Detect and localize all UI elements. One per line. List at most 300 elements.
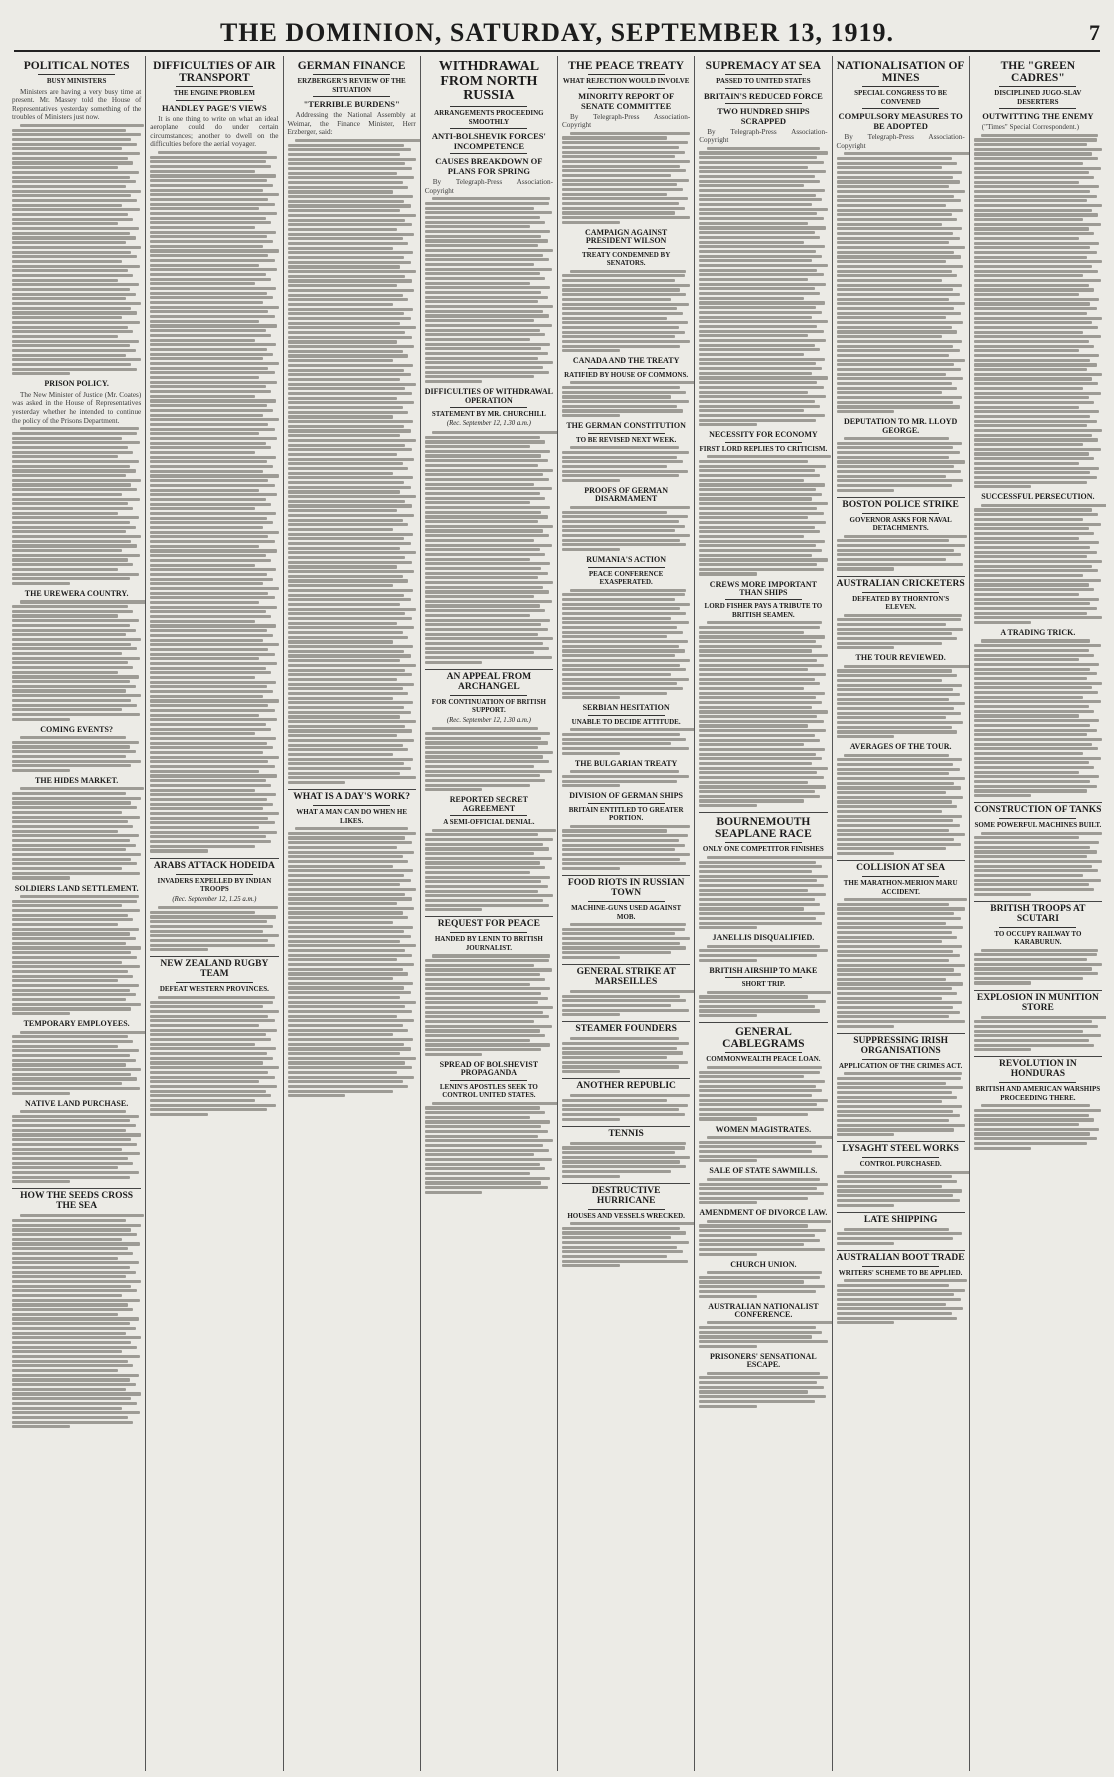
text-line xyxy=(699,226,826,229)
text-line xyxy=(425,329,540,332)
text-line xyxy=(12,918,133,921)
text-line xyxy=(12,349,136,352)
text-line xyxy=(150,849,208,852)
text-line xyxy=(288,214,416,217)
text-line xyxy=(837,288,954,291)
text-line xyxy=(562,780,677,783)
text-line xyxy=(699,189,825,192)
text-line xyxy=(288,664,416,667)
text-line xyxy=(288,1010,412,1013)
text-line xyxy=(562,617,671,620)
article-lead-text: It is one thing to write on what an ideal aeroplane could do under certain circumstances; another to dwell on the difficulties before the aerial voyager. xyxy=(150,114,279,149)
text-line xyxy=(837,852,895,855)
article-subheading: DEFEATED BY THORNTON'S ELEVEN. xyxy=(852,594,950,611)
article-subheading: CONTROL PURCHASED. xyxy=(859,1160,942,1169)
article-divider xyxy=(562,875,690,876)
text-line xyxy=(425,737,542,740)
text-line xyxy=(288,940,401,943)
text-line xyxy=(837,442,963,445)
article-body xyxy=(425,829,553,912)
text-line xyxy=(288,247,393,250)
text-line xyxy=(12,316,122,319)
article-divider xyxy=(837,497,965,498)
article-heading: HOW THE SEEDS CROSS THE SEA xyxy=(20,1191,134,1212)
heading-rule xyxy=(862,86,939,87)
text-line xyxy=(837,190,965,193)
text-line xyxy=(12,185,126,188)
text-line xyxy=(150,184,273,187)
text-line xyxy=(288,1085,409,1088)
text-line xyxy=(837,1100,942,1103)
text-line xyxy=(837,345,954,348)
text-line xyxy=(288,1043,405,1046)
text-line xyxy=(837,241,950,244)
article-body xyxy=(562,1142,690,1178)
text-line xyxy=(974,958,1087,961)
text-line xyxy=(12,129,126,132)
text-line xyxy=(425,590,549,593)
text-line xyxy=(837,940,942,943)
text-line xyxy=(425,497,546,500)
text-line xyxy=(837,931,952,934)
article-heading: THE BULGARIAN TREATY xyxy=(574,758,678,768)
text-line xyxy=(288,565,397,568)
text-line xyxy=(425,1144,543,1147)
text-line xyxy=(562,621,689,624)
text-line xyxy=(150,756,278,759)
text-line xyxy=(150,203,274,206)
article-body xyxy=(837,1072,965,1136)
text-line xyxy=(974,340,1089,343)
text-line xyxy=(288,841,412,844)
article-body xyxy=(562,589,690,700)
text-line xyxy=(837,829,950,832)
text-line xyxy=(974,602,1091,605)
text-line xyxy=(837,791,946,794)
text-line xyxy=(707,1372,820,1375)
text-line xyxy=(425,296,548,299)
text-line xyxy=(562,635,667,638)
text-line xyxy=(562,479,620,482)
text-line xyxy=(288,860,409,863)
text-line xyxy=(699,696,816,699)
text-line xyxy=(12,979,118,982)
column-1 xyxy=(8,56,145,1771)
text-line xyxy=(12,297,126,300)
text-line xyxy=(425,1025,552,1028)
article-subheading: OUTWITTING THE ENEMY xyxy=(982,111,1094,122)
text-line xyxy=(425,558,530,561)
text-line xyxy=(12,1336,141,1339)
text-line xyxy=(974,855,1087,858)
text-line xyxy=(974,476,1097,479)
article-lead-text: By Telegraph-Press Association-Copyright xyxy=(424,178,553,195)
text-line xyxy=(12,554,140,557)
text-line xyxy=(12,1285,131,1288)
text-line xyxy=(150,835,265,838)
heading-rule xyxy=(999,927,1076,928)
text-line xyxy=(12,1152,140,1155)
text-line xyxy=(288,654,411,657)
text-line xyxy=(288,977,393,980)
article-subheading: RATIFIED BY HOUSE OF COMMONS. xyxy=(564,370,689,379)
text-line xyxy=(837,782,955,785)
text-line xyxy=(150,1076,274,1079)
article-divider xyxy=(425,669,553,670)
text-line xyxy=(12,283,139,286)
text-line xyxy=(974,729,1097,732)
text-line xyxy=(570,825,691,828)
text-line xyxy=(12,372,70,375)
text-line xyxy=(562,534,690,537)
text-line xyxy=(288,176,415,179)
article xyxy=(699,1353,827,1408)
text-line xyxy=(425,211,552,214)
text-line xyxy=(837,1194,954,1197)
article-body xyxy=(12,1031,141,1095)
text-line xyxy=(570,1222,695,1225)
text-line xyxy=(425,1181,542,1184)
text-line xyxy=(699,870,812,873)
text-line xyxy=(12,704,137,707)
text-line xyxy=(699,649,812,652)
text-line xyxy=(150,596,274,599)
text-line xyxy=(288,453,397,456)
text-line xyxy=(150,742,267,745)
text-line xyxy=(837,1077,961,1080)
text-line xyxy=(425,788,483,791)
text-line xyxy=(150,376,259,379)
text-line xyxy=(699,301,825,304)
text-line xyxy=(288,242,409,245)
text-line xyxy=(837,618,961,621)
text-line xyxy=(837,815,963,818)
text-line xyxy=(974,841,1100,844)
text-line xyxy=(12,1238,122,1241)
text-line xyxy=(837,1175,952,1178)
text-line xyxy=(150,170,255,173)
text-line xyxy=(562,525,685,528)
text-line xyxy=(837,950,954,953)
text-line xyxy=(837,368,961,371)
text-line xyxy=(844,437,949,440)
column-2 xyxy=(145,56,282,1771)
text-line xyxy=(974,1142,1087,1145)
text-line xyxy=(837,377,964,380)
text-line xyxy=(288,448,412,451)
text-line xyxy=(562,183,677,186)
text-line xyxy=(150,568,276,571)
text-line xyxy=(699,516,808,519)
article-body xyxy=(12,736,141,772)
text-line xyxy=(425,899,543,902)
text-line xyxy=(12,993,136,996)
text-line xyxy=(150,620,255,623)
text-line xyxy=(12,512,118,515)
article xyxy=(699,934,827,962)
text-line xyxy=(562,474,679,477)
text-line xyxy=(699,1335,812,1338)
text-line xyxy=(699,367,822,370)
text-line xyxy=(425,997,548,1000)
text-line xyxy=(288,949,406,952)
article-subheading: ANTI-BOLSHEVIK FORCES' INCOMPETENCE xyxy=(431,131,546,152)
text-line xyxy=(699,502,827,505)
text-line xyxy=(699,926,757,929)
text-line xyxy=(150,723,265,726)
text-line xyxy=(150,751,263,754)
text-line xyxy=(974,190,1091,193)
article-divider xyxy=(974,901,1102,902)
text-line xyxy=(837,674,958,677)
text-line xyxy=(288,1057,416,1060)
text-line xyxy=(837,903,950,906)
article-body xyxy=(562,1222,690,1267)
text-line xyxy=(288,406,403,409)
text-line xyxy=(562,696,620,699)
masthead xyxy=(14,6,1100,52)
article-heading: WHAT IS A DAY'S WORK? xyxy=(293,792,411,803)
text-line xyxy=(150,774,277,777)
text-line xyxy=(150,526,263,529)
text-line xyxy=(837,707,955,710)
text-line xyxy=(974,644,1101,647)
text-line xyxy=(12,516,139,519)
text-line xyxy=(562,405,677,408)
text-line xyxy=(699,362,816,365)
text-line xyxy=(288,996,401,999)
text-line xyxy=(562,626,677,629)
text-line xyxy=(150,559,271,562)
article-body xyxy=(699,856,827,929)
article-subheading: CAUSES BREAKDOWN OF PLANS FOR SPRING xyxy=(435,156,543,177)
text-line xyxy=(150,437,277,440)
text-line xyxy=(699,1234,814,1237)
text-line xyxy=(12,661,128,664)
text-line xyxy=(981,504,1106,507)
text-line xyxy=(974,284,1089,287)
article xyxy=(837,497,965,571)
text-line xyxy=(288,298,409,301)
text-line xyxy=(12,521,130,524)
text-line xyxy=(974,242,1100,245)
text-line xyxy=(12,1275,126,1278)
text-line xyxy=(837,223,942,226)
text-line xyxy=(837,838,955,841)
text-line xyxy=(837,232,954,235)
text-line xyxy=(837,1086,964,1089)
text-line xyxy=(837,446,954,449)
text-line xyxy=(974,232,1095,235)
text-line xyxy=(12,1068,141,1071)
text-line xyxy=(974,1044,1095,1047)
article-body xyxy=(699,1372,827,1408)
text-line xyxy=(837,833,965,836)
text-line xyxy=(699,1099,827,1102)
heading-rule xyxy=(313,805,390,806)
text-line xyxy=(288,261,411,264)
text-line xyxy=(150,685,267,688)
article-heading: CHURCH UNION. xyxy=(730,1259,797,1269)
text-line xyxy=(288,640,393,643)
article xyxy=(562,792,690,870)
text-line xyxy=(699,743,804,746)
text-line xyxy=(837,763,954,766)
text-line xyxy=(12,213,128,216)
text-line xyxy=(562,146,679,149)
text-line xyxy=(974,176,1095,179)
text-line xyxy=(562,548,620,551)
text-line xyxy=(425,501,530,504)
article xyxy=(974,629,1102,797)
text-line xyxy=(432,197,550,200)
text-line xyxy=(562,317,667,320)
text-line xyxy=(425,1048,542,1051)
text-line xyxy=(150,718,277,721)
article-heading: TENNIS xyxy=(608,1128,644,1139)
text-line xyxy=(837,335,942,338)
text-line xyxy=(150,484,274,487)
text-line xyxy=(425,1163,540,1166)
text-line xyxy=(288,986,405,989)
text-line xyxy=(699,865,822,868)
text-line xyxy=(288,415,393,418)
text-line xyxy=(562,937,690,940)
text-line xyxy=(974,485,1032,488)
text-line xyxy=(288,462,403,465)
text-line xyxy=(974,181,1079,184)
text-line xyxy=(288,1038,414,1041)
text-line xyxy=(288,687,403,690)
article-body xyxy=(562,113,690,224)
text-line xyxy=(288,289,415,292)
heading-rule xyxy=(450,407,527,408)
text-line xyxy=(288,209,401,212)
article-heading: ANOTHER REPUBLIC xyxy=(576,1081,676,1092)
text-line xyxy=(699,1089,822,1092)
article-subheading: BRITAIN ENTITLED TO GREATER PORTION. xyxy=(568,805,684,823)
text-line xyxy=(699,1229,826,1232)
text-line xyxy=(150,517,267,520)
text-line xyxy=(562,631,683,634)
article-subheading: HOUSES AND VESSELS WRECKED. xyxy=(567,1211,685,1220)
text-line xyxy=(150,789,255,792)
text-line xyxy=(699,320,827,323)
text-line xyxy=(150,414,263,417)
text-line xyxy=(150,695,263,698)
article-heading: JANELLIS DISQUALIFIED. xyxy=(712,933,815,943)
text-line xyxy=(12,194,131,197)
article-body xyxy=(837,1279,965,1324)
text-line xyxy=(425,755,543,758)
article-divider xyxy=(837,576,965,577)
text-line xyxy=(12,1040,133,1043)
text-line xyxy=(288,598,411,601)
text-line xyxy=(150,217,265,220)
text-line xyxy=(425,361,553,364)
text-line xyxy=(699,1197,808,1200)
text-line xyxy=(12,1402,137,1405)
text-line xyxy=(562,529,675,532)
text-line xyxy=(844,614,962,617)
text-line xyxy=(570,270,687,273)
text-line xyxy=(12,699,131,702)
text-line xyxy=(288,378,401,381)
text-line xyxy=(425,314,549,317)
text-line xyxy=(570,1037,679,1040)
heading-rule xyxy=(588,433,665,434)
text-line xyxy=(974,846,1091,849)
text-line xyxy=(425,1149,549,1152)
text-line xyxy=(150,189,263,192)
text-line xyxy=(12,152,140,155)
text-line xyxy=(562,839,679,842)
text-line xyxy=(974,508,1092,511)
text-line xyxy=(150,1043,255,1046)
article-subheading: COMMONWEALTH PEACE LOAN. xyxy=(706,1055,821,1064)
text-line xyxy=(150,554,265,557)
text-line xyxy=(12,760,141,763)
text-line xyxy=(699,734,814,737)
text-line xyxy=(12,171,139,174)
article-lead-text: Ministers are having a very busy time at present. Mr. Massey told the House of Representatives yesterday something of the troubles of Ministers just now. xyxy=(12,87,142,122)
text-line xyxy=(295,827,408,830)
text-line xyxy=(12,624,130,627)
text-line xyxy=(425,450,551,453)
heading-rule xyxy=(725,88,802,89)
text-line xyxy=(974,785,1097,788)
text-line xyxy=(12,451,133,454)
text-line xyxy=(981,1016,1106,1019)
text-line xyxy=(837,199,961,202)
article xyxy=(12,1100,141,1184)
text-line xyxy=(12,1416,128,1419)
text-line xyxy=(150,732,255,735)
text-line xyxy=(837,1096,958,1099)
text-line xyxy=(150,240,273,243)
text-line xyxy=(150,643,278,646)
text-line xyxy=(425,1015,549,1018)
text-line xyxy=(837,246,965,249)
text-line xyxy=(699,376,827,379)
text-line xyxy=(150,399,276,402)
text-line xyxy=(150,930,263,933)
text-line xyxy=(981,134,1098,137)
article-divider xyxy=(562,1183,690,1184)
text-line xyxy=(425,987,551,990)
text-line xyxy=(12,876,70,879)
text-line xyxy=(837,1289,965,1292)
text-line xyxy=(150,911,255,914)
text-line xyxy=(12,1129,126,1132)
text-line xyxy=(288,476,414,479)
text-line xyxy=(837,796,964,799)
text-line xyxy=(981,1104,1090,1107)
article-body xyxy=(837,898,965,1028)
text-line xyxy=(844,1171,969,1174)
text-line xyxy=(12,255,137,258)
text-line xyxy=(150,676,255,679)
text-line xyxy=(12,923,118,926)
text-line xyxy=(12,1308,133,1311)
article xyxy=(425,796,553,911)
text-line xyxy=(837,1011,960,1014)
text-line xyxy=(562,335,675,338)
text-line xyxy=(562,1146,685,1149)
text-line xyxy=(288,486,411,489)
text-line xyxy=(699,1005,814,1008)
text-line xyxy=(425,619,551,622)
